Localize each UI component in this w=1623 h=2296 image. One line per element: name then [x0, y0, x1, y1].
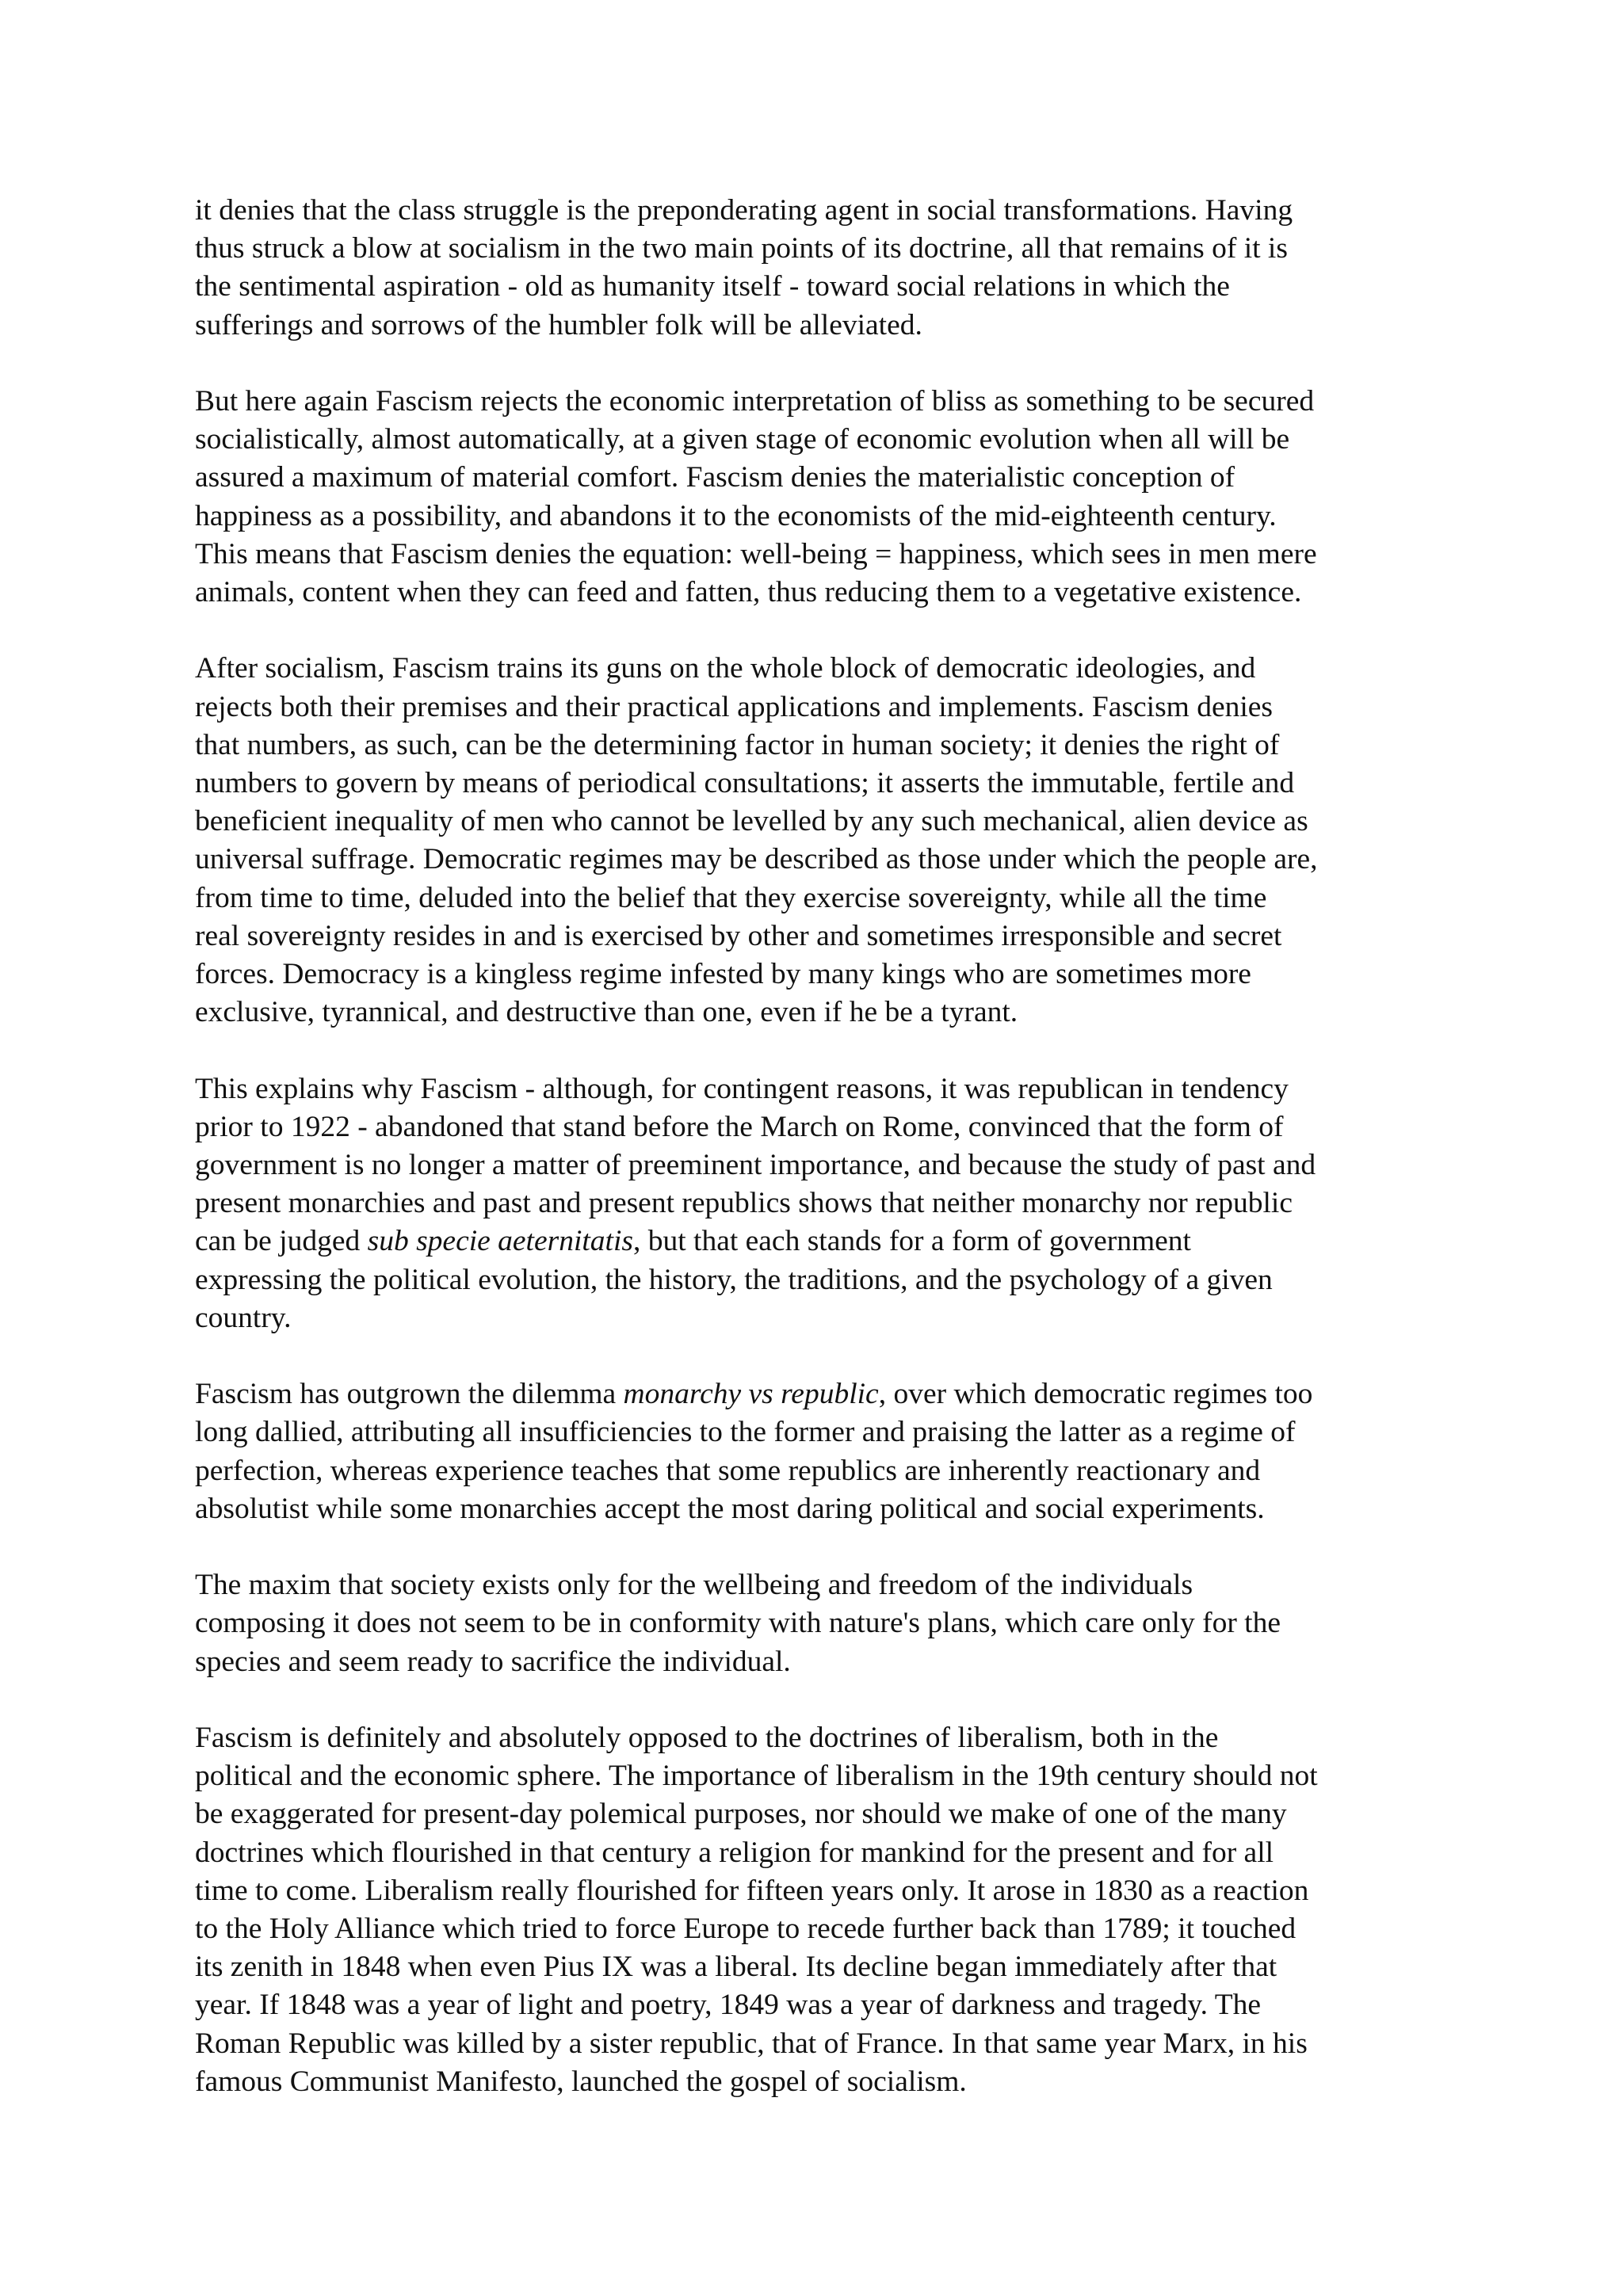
text-line: perfection, whereas experience teaches that some republics are inherently reactionary and — [195, 1454, 1261, 1487]
text-line: prior to 1922 - abandoned that stand before the March on Rome, convinced that the form of — [195, 1110, 1284, 1143]
text-line: country. — [195, 1301, 292, 1334]
text-line: exclusive, tyrannical, and destructive than one, even if he be a tyrant. — [195, 996, 1018, 1029]
text-line: that numbers, as such, can be the determining factor in human society; it denies the right of — [195, 728, 1280, 761]
text-line: it denies that the class struggle is the preponderating agent in social transformations. Having — [195, 194, 1293, 227]
text-line: political and the economic sphere. The importance of liberalism in the 19th century should not — [195, 1760, 1318, 1793]
paragraph-4 — [195, 1070, 1447, 1337]
paragraph-2 — [195, 383, 1447, 612]
text-line: universal suffrage. Democratic regimes may be described as those under which the people are, — [195, 843, 1318, 876]
text-line: numbers to govern by means of periodical consultations; it asserts the immutable, fertile and — [195, 767, 1295, 800]
text-line: animals, content when they can feed and fatten, thus reducing them to a vegetative existence. — [195, 576, 1302, 609]
text-line: time to come. Liberalism really flourished for fifteen years only. It arose in 1830 as a reaction — [195, 1874, 1309, 1907]
text-line: from time to time, deluded into the belief that they exercise sovereignty, while all the time — [195, 881, 1267, 914]
paragraph-6 — [195, 1566, 1447, 1681]
text-line: beneficient inequality of men who cannot be levelled by any such mechanical, alien device as — [195, 805, 1308, 838]
text-line: government is no longer a matter of preeminent importance, and because the study of past and — [195, 1149, 1316, 1182]
text-fragment: Fascism has outgrown the dilemma — [195, 1378, 624, 1411]
text-line: long dallied, attributing all insufficiencies to the former and praising the latter as a regime of — [195, 1416, 1296, 1449]
text-line: socialistically, almost automatically, at a given stage of economic evolution when all will be — [195, 423, 1290, 456]
text-line: to the Holy Alliance which tried to force Europe to recede further back than 1789; it touched — [195, 1913, 1296, 1946]
text-line: After socialism, Fascism trains its guns on the whole block of democratic ideologies, and — [195, 652, 1256, 685]
text-line: present monarchies and past and present republics shows that neither monarchy nor republic — [195, 1187, 1293, 1220]
text-line: composing it does not seem to be in conformity with nature's plans, which care only for the — [195, 1607, 1281, 1640]
text-line: its zenith in 1848 when even Pius IX was a liberal. Its decline began immediately after that — [195, 1951, 1277, 1984]
text-line: year. If 1848 was a year of light and poetry, 1849 was a year of darkness and tragedy. The — [195, 1989, 1262, 2022]
text-line: rejects both their premises and their practical applications and implements. Fascism denies — [195, 690, 1274, 723]
text-line: doctrines which flourished in that century a religion for mankind for the present and for all — [195, 1836, 1274, 1869]
text-line: This explains why Fascism - although, for contingent reasons, it was republican in tendency — [195, 1072, 1289, 1105]
text-line: be exaggerated for present-day polemical purposes, nor should we make of one of the many — [195, 1798, 1287, 1831]
text-line: happiness as a possibility, and abandons it to the economists of the mid-eighteenth century. — [195, 499, 1277, 532]
text-line: The maxim that society exists only for the wellbeing and freedom of the individuals — [195, 1569, 1193, 1602]
text-line: Roman Republic was killed by a sister republic, that of France. In that same year Marx, in his — [195, 2027, 1308, 2060]
paragraph-3 — [195, 650, 1447, 1032]
text-line-with-italic — [195, 1222, 1447, 1261]
paragraph-5 — [195, 1375, 1447, 1528]
text-line: sufferings and sorrows of the humbler folk will be alleviated. — [195, 308, 922, 341]
paragraph-1 — [195, 192, 1447, 345]
paragraph-7 — [195, 1719, 1447, 2101]
text-line: thus struck a blow at socialism in the two main points of its doctrine, all that remains of it is — [195, 232, 1288, 265]
text-fragment: can be judged — [195, 1225, 368, 1258]
italic-phrase: monarchy vs republic — [623, 1378, 879, 1411]
text-line: Fascism is definitely and absolutely opposed to the doctrines of liberalism, both in the — [195, 1722, 1219, 1755]
text-line: absolutist while some monarchies accept the most daring political and social experiments. — [195, 1492, 1265, 1525]
text-line: assured a maximum of material comfort. Fascism denies the materialistic conception of — [195, 461, 1235, 494]
text-line: the sentimental aspiration - old as humanity itself - toward social relations in which the — [195, 270, 1230, 303]
text-fragment: , but that each stands for a form of government — [632, 1225, 1191, 1258]
text-line: But here again Fascism rejects the economic interpretation of bliss as something to be secured — [195, 385, 1315, 418]
text-line: famous Communist Manifesto, launched the gospel of socialism. — [195, 2065, 967, 2098]
text-fragment: , over which democratic regimes too — [878, 1378, 1313, 1411]
text-line: This means that Fascism denies the equation: well-being = happiness, which sees in men mere — [195, 537, 1317, 570]
italic-phrase: sub specie aeternitatis — [367, 1225, 633, 1258]
text-line-with-italic — [195, 1375, 1447, 1413]
text-line: species and seem ready to sacrifice the individual. — [195, 1645, 791, 1678]
document-page — [195, 192, 1447, 2101]
text-line: forces. Democracy is a kingless regime infested by many kings who are sometimes more — [195, 958, 1251, 991]
text-line: expressing the political evolution, the history, the traditions, and the psychology of a given — [195, 1263, 1273, 1296]
text-line: real sovereignty resides in and is exercised by other and sometimes irresponsible and secret — [195, 919, 1282, 952]
